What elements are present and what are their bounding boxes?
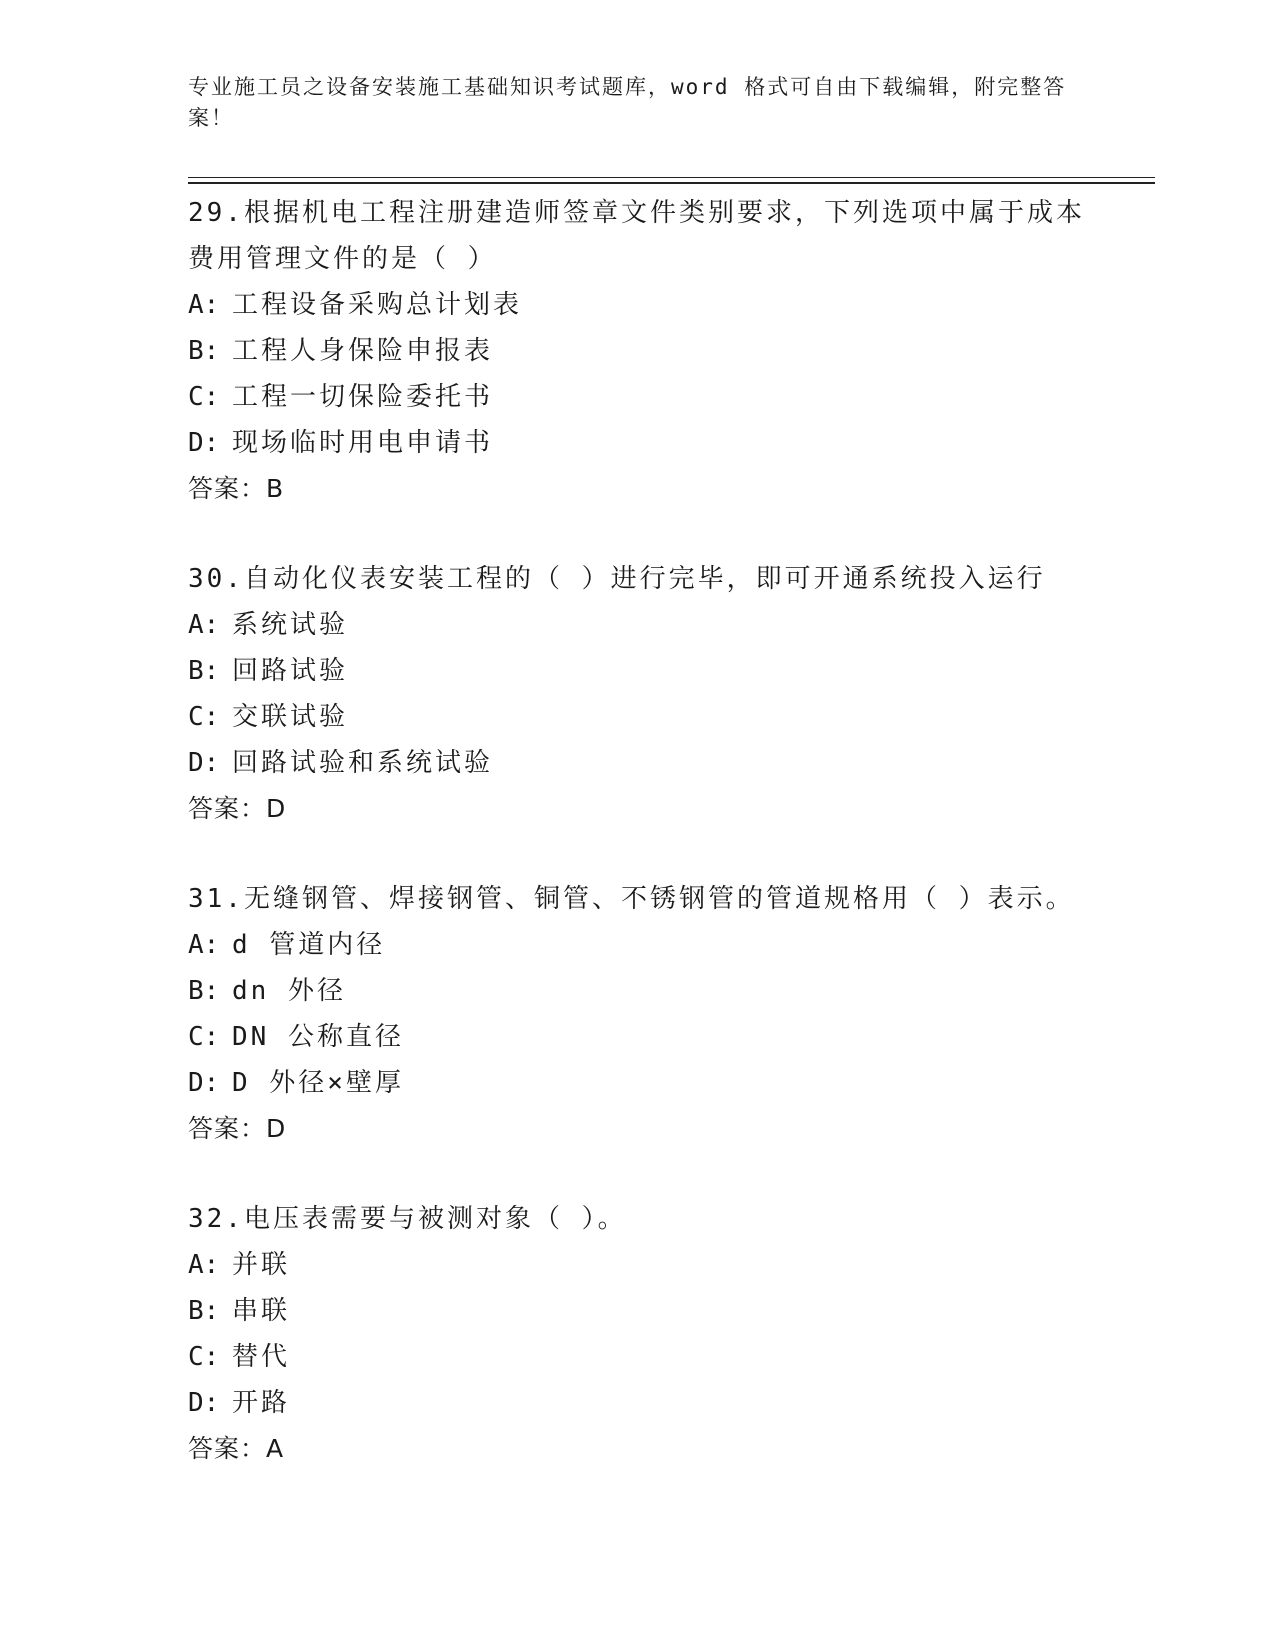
question-stem: 32.电压表需要与被测对象（ ）。	[188, 1204, 627, 1234]
option-b	[188, 648, 1088, 694]
option-text: dn 外径	[232, 976, 346, 1006]
option-letter: D:	[188, 1068, 220, 1098]
answer-line: 答案：D	[188, 1114, 287, 1143]
option-text: 回路试验	[232, 656, 349, 686]
option-b	[188, 1288, 1088, 1334]
option-letter: B:	[188, 1296, 220, 1326]
question-32	[188, 1196, 1088, 1472]
option-letter: B:	[188, 336, 220, 366]
option-a	[188, 282, 1088, 328]
option-letter: A:	[188, 610, 220, 640]
option-letter: B:	[188, 976, 220, 1006]
option-d	[188, 1380, 1088, 1426]
document-header: 专业施工员之设备安装施工基础知识考试题库，word 格式可自由下载编辑，附完整答案！	[188, 75, 1067, 130]
option-d	[188, 740, 1088, 786]
option-letter: D:	[188, 1388, 220, 1418]
option-d	[188, 1060, 1088, 1106]
question-31	[188, 876, 1088, 1152]
question-29	[188, 190, 1088, 512]
option-text: 开路	[232, 1388, 291, 1418]
option-text: DN 公称直径	[232, 1022, 404, 1052]
option-d	[188, 420, 1088, 466]
option-letter: C:	[188, 702, 220, 732]
question-30	[188, 556, 1088, 832]
option-c	[188, 374, 1088, 420]
option-b	[188, 968, 1088, 1014]
question-stem: 31.无缝钢管、焊接钢管、铜管、不锈钢管的管道规格用（ ）表示。	[188, 884, 1075, 914]
question-stem: 29.根据机电工程注册建造师签章文件类别要求，下列选项中属于成本费用管理文件的是（ ）	[188, 198, 1085, 274]
option-letter: C:	[188, 382, 220, 412]
option-text: 系统试验	[232, 610, 349, 640]
option-text: D 外径×壁厚	[232, 1068, 404, 1098]
option-a	[188, 1242, 1088, 1288]
header-divider-thin	[188, 177, 1155, 178]
option-text: 交联试验	[232, 702, 349, 732]
option-letter: D:	[188, 748, 220, 778]
option-a	[188, 602, 1088, 648]
option-text: 替代	[232, 1342, 291, 1372]
option-c	[188, 1334, 1088, 1380]
option-letter: A:	[188, 290, 220, 320]
option-a	[188, 922, 1088, 968]
option-text: 并联	[232, 1250, 291, 1280]
option-letter: D:	[188, 428, 220, 458]
option-text: 串联	[232, 1296, 291, 1326]
option-text: 现场临时用电申请书	[232, 428, 494, 458]
answer-line: 答案：B	[188, 474, 285, 503]
option-letter: B:	[188, 656, 220, 686]
option-c	[188, 1014, 1088, 1060]
option-b	[188, 328, 1088, 374]
option-letter: C:	[188, 1022, 220, 1052]
option-text: 工程设备采购总计划表	[232, 290, 523, 320]
option-letter: C:	[188, 1342, 220, 1372]
option-letter: A:	[188, 930, 220, 960]
option-text: 回路试验和系统试验	[232, 748, 494, 778]
header-divider-thick	[188, 182, 1155, 184]
question-stem: 30.自动化仪表安装工程的（ ）进行完毕，即可开通系统投入运行	[188, 564, 1046, 594]
option-letter: A:	[188, 1250, 220, 1280]
question-list	[188, 190, 1088, 1516]
option-c	[188, 694, 1088, 740]
option-text: 工程一切保险委托书	[232, 382, 494, 412]
answer-line: 答案：D	[188, 794, 287, 823]
option-text: 工程人身保险申报表	[232, 336, 494, 366]
answer-line: 答案：A	[188, 1434, 285, 1463]
option-text: d 管道内径	[232, 930, 386, 960]
